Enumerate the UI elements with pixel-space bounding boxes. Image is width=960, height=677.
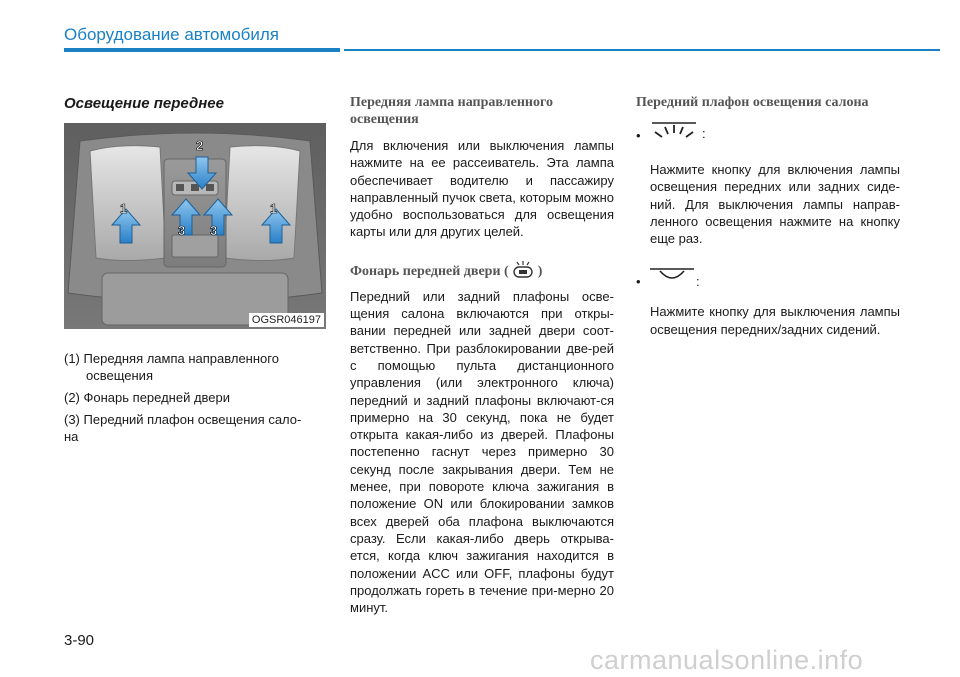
right-map-lamp [224, 146, 300, 261]
overhead-console-figure [64, 123, 326, 329]
page-number: 3-90 [64, 632, 95, 649]
legend-item-2 [64, 389, 326, 406]
legend-text-cont: на [64, 429, 79, 444]
bullet-2-text: Нажмите кнопку для выключения лампы освещения передних/задних сидений. [650, 304, 900, 337]
legend-text: Фонарь передней двери [83, 390, 231, 405]
room-lamp-off-icon [648, 267, 696, 287]
callout-label: 1 [120, 201, 128, 216]
header-bar-thin [344, 49, 940, 51]
section-header-title: Оборудование автомобиля [64, 25, 280, 44]
room-lamp-on-icon [650, 121, 698, 145]
header-bar-thick [64, 48, 340, 52]
watermark: carmanualsonline.info [590, 645, 864, 675]
legend-item-3 [64, 411, 326, 445]
figure-code: OGSR046197 [249, 313, 324, 327]
bullet-1: • : [636, 121, 900, 147]
callout-legend-list [64, 350, 326, 450]
callout-label: 3 [210, 223, 218, 238]
legend-item-1 [64, 350, 326, 384]
legend-number: (3) [64, 412, 80, 427]
map-lamp-paragraph: Для включения или выключения лампы нажмите на ее рассеиватель. Эта лампа обеспечивает водителю и пассажиру направленный пучок света, которым можно удобно воспользоваться для освещения карты или для других целей. [350, 138, 614, 240]
door-lamp-heading: Фонарь передней двери ( ) [350, 261, 614, 280]
room-lamp-heading: Передний плафон освещения салона [636, 95, 869, 110]
map-lamp-heading: Передняя лампа направленного освещения [350, 95, 553, 127]
callout-label: 1 [270, 201, 278, 216]
left-section-title: Освещение переднее [64, 95, 224, 112]
legend-text: Передняя лампа направленного [83, 351, 279, 366]
bullet-2: • : [636, 267, 900, 291]
callout-label: 2 [196, 138, 204, 153]
legend-number: (2) [64, 390, 80, 405]
bullet-1-text: Нажмите кнопку для включения лампы освещения передних или задних сиде-ний. Для выключения лампы направ-ленного освещения нажмите на кнопку еще раз. [650, 162, 900, 247]
right-column [636, 94, 900, 338]
middle-column [350, 94, 614, 616]
legend-text: Передний плафон освещения сало- [83, 412, 302, 427]
callout-label: 3 [178, 223, 186, 238]
legend-text-cont: освещения [86, 368, 153, 383]
console-illustration [64, 123, 326, 329]
legend-number: (1) [64, 351, 80, 366]
door-lamp-icon [512, 261, 534, 279]
door-lamp-paragraph: Передний или задний плафоны осве-щения салона включаются при откры-вании передней или задней двери соот-ветственно. При разблокировании две-рей с помощью пульта дистанционного управления (или электронного ключа) передний и задний плафоны включают-ся примерно на 30 секунд, пока не будет открыта какая-либо из дверей. Плафоны постепенно гаснут через примерно 30 секунд после закрывания двери. Тем не менее, при повороте ключа зажигания в положение ON или блокировании замков всех дверей оба плафона выключаются сразу. Если какая-либо дверь открыва-ется, когда ключ зажигания находится в положении ACC или OFF, плафоны будут продолжать гореть в течение при-мерно 20 минут. [350, 288, 614, 616]
